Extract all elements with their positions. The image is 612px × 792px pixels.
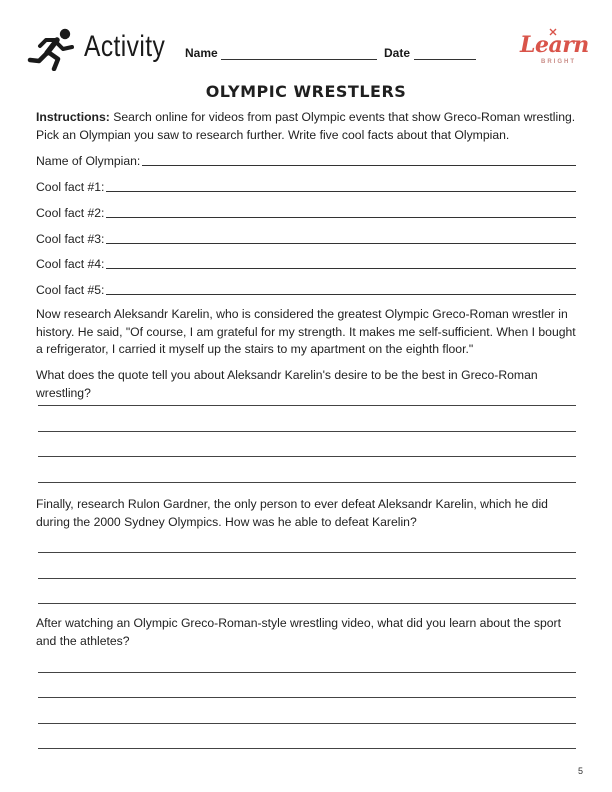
running-figure-icon [27,27,77,71]
activity-heading: Activity [84,30,166,63]
fact-line[interactable] [106,294,576,295]
fact-row [36,230,576,246]
answer-line[interactable] [38,456,576,457]
name-input-line[interactable] [221,59,377,60]
answer-line[interactable] [38,672,576,673]
answer-line[interactable] [38,552,576,553]
page-number: 5 [578,766,584,776]
question-wrestling-video: After watching an Olympic Greco-Roman-style wrestling video, what did you learn about the sport and the athletes? [36,616,561,648]
answer-line[interactable] [38,482,576,483]
instructions-lead: Instructions: [36,110,110,124]
name-label: Name [185,46,218,60]
learn-bright-logo [520,32,589,68]
answer-line[interactable] [38,697,576,698]
fact-line[interactable] [106,243,576,244]
olympian-name-label: Name of Olympian: [36,154,141,168]
instructions-text: Search online for videos from past Olympic events that show Greco-Roman wrestling. Pick an Olympian you saw to research further. Write five cool facts about that Olympian. [36,110,576,142]
fact-row [36,281,576,297]
fact-line[interactable] [106,268,576,269]
question-rulon-gardner: Finally, research Rulon Gardner, the only person to ever defeat Aleksandr Karelin, which he did during the 2000 Sydney Olympics. How was he able to defeat Karelin? [36,497,548,529]
answer-line[interactable] [38,405,576,406]
fact-label: Cool fact #3: [36,232,105,246]
fact-line[interactable] [106,191,576,192]
olympian-name-row [36,152,576,168]
logo-word: Learn [520,32,589,58]
fact-row [36,178,576,194]
answer-line[interactable] [38,578,576,579]
answer-line[interactable] [38,603,576,604]
logo-subword: BRIGHT [541,59,576,65]
worksheet-title: OLYMPIC WRESTLERS [205,82,407,101]
date-label: Date [384,46,411,60]
instructions-paragraph [36,109,582,144]
answer-line[interactable] [38,431,576,432]
fact-row [36,204,576,220]
answer-line[interactable] [38,748,576,749]
date-input-line[interactable] [414,59,476,60]
olympian-name-line[interactable] [142,165,576,166]
fact-label: Cool fact #2: [36,206,105,220]
answer-line[interactable] [38,723,576,724]
fact-label: Cool fact #1: [36,180,105,194]
fact-row [36,255,576,271]
fact-label: Cool fact #5: [36,283,105,297]
question-karelin-quote: What does the quote tell you about Aleksandr Karelin's desire to be the best in Greco-Roman wrestling? [36,368,538,400]
fact-line[interactable] [106,217,576,218]
karelin-paragraph: Now research Aleksandr Karelin, who is considered the greatest Olympic Greco-Roman wrestler in history. He said, "Of course, I am grateful for my strength. It makes me self-sufficient. When I bought a refrigerator, I carried it myself up the stairs to my apartment on the eighth floor." [36,307,576,356]
fact-label: Cool fact #4: [36,257,105,271]
